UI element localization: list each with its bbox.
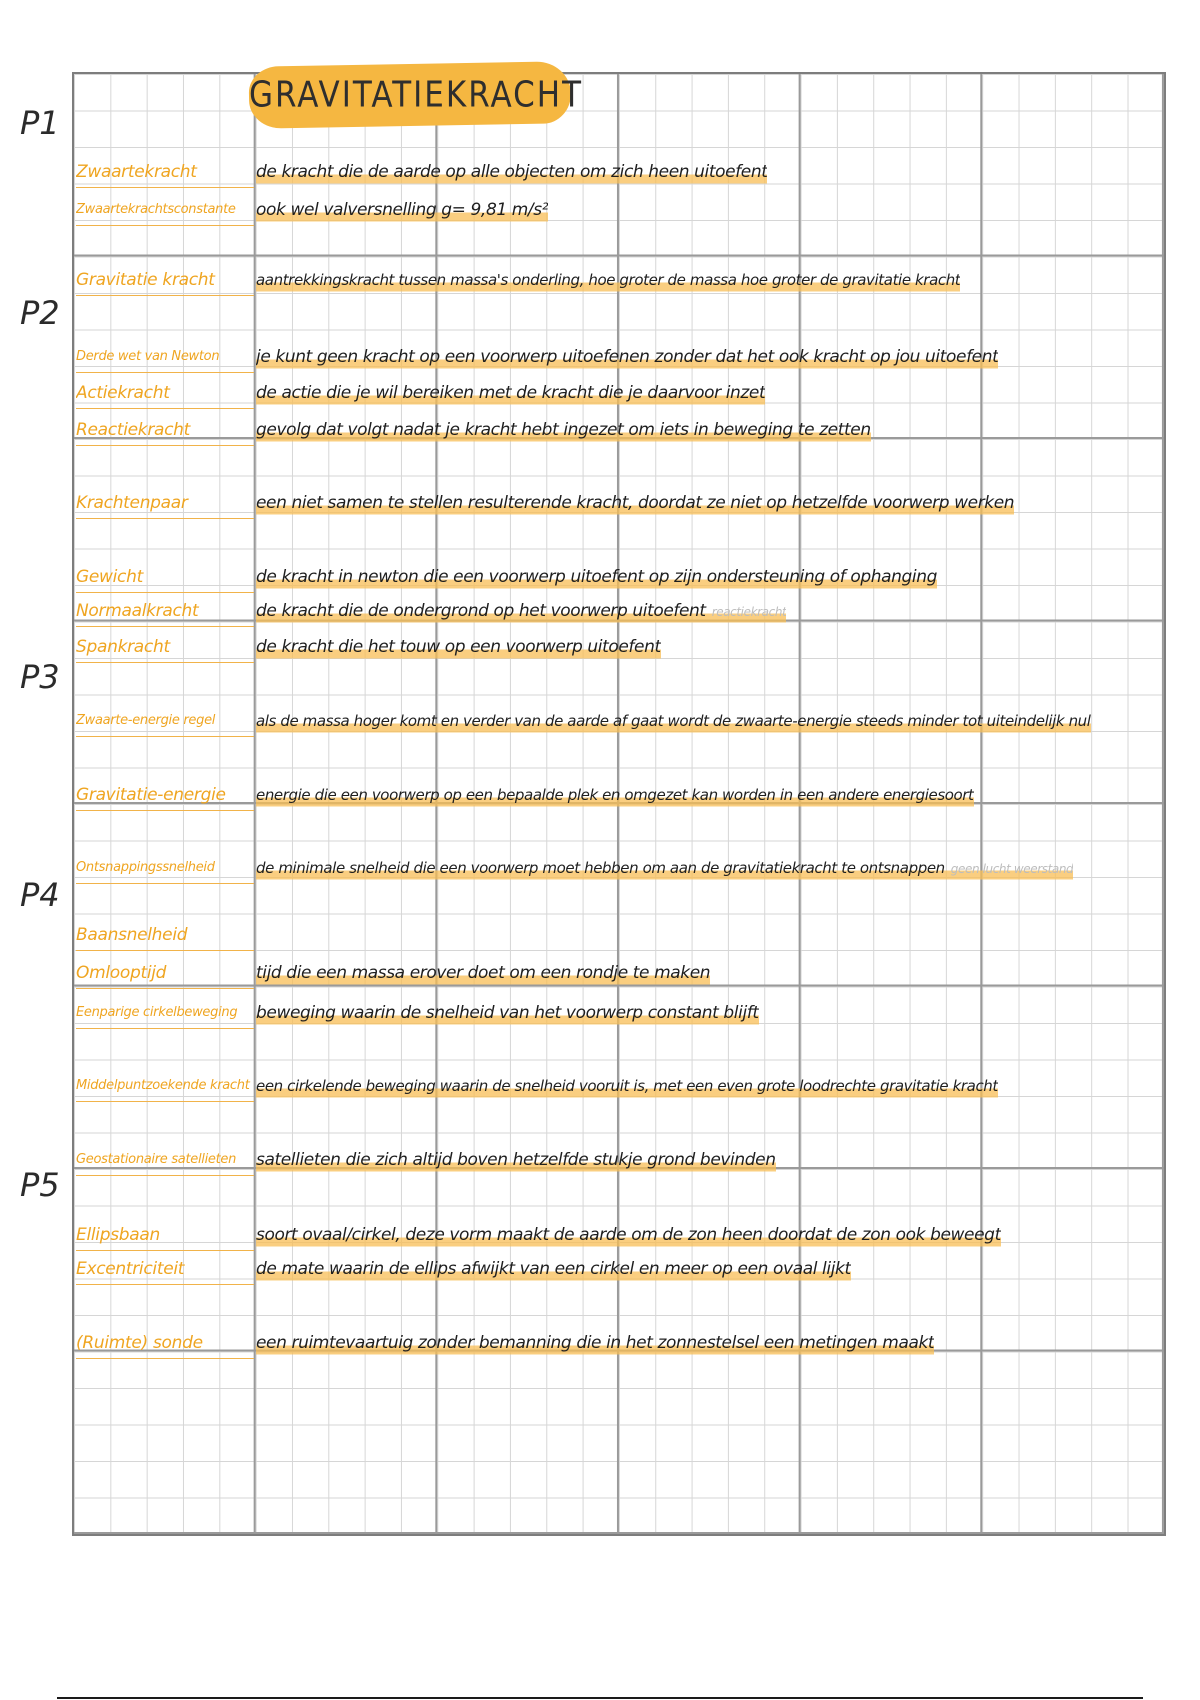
page-mark-p3: P3 [20,658,60,696]
term: Baansnelheid [76,920,254,951]
definition: satellieten die zich altijd boven hetzelfde stukje grond bevinden [256,1145,776,1175]
definition: de mate waarin de ellips afwijkt van een cirkel en meer op een ovaal lijkt [256,1254,851,1284]
term: Actiekracht [76,378,254,409]
entry-ruimte-sonde [76,1328,1162,1358]
term: Ontsnappingssnelheid [76,853,254,884]
definition: je kunt geen kracht op een voorwerp uitoefenen zonder dat het ook kracht op jou uitoefent [256,342,998,372]
title-text: GRAVITATIEKRACHT [249,74,584,116]
entry-reactiekracht [76,415,1162,445]
definition [256,853,1073,883]
term: Reactiekracht [76,415,254,446]
term: Zwaarte-energie regel [76,706,254,737]
term: Omlooptijd [76,958,254,989]
entry-geostationaire-satellieten [76,1145,1162,1175]
definition: een niet samen te stellen resulterende kracht, doordat ze niet op hetzelfde voorwerp werken [256,488,1014,518]
term: Gravitatie kracht [76,265,254,296]
definition: ook wel valversnelling g= 9,81 m/s² [256,195,548,225]
definition: tijd die een massa erover doet om een rondje te maken [256,958,710,988]
entry-ellipsbaan [76,1220,1162,1250]
definition: gevolg dat volgt nadat je kracht hebt ingezet om iets in beweging te zetten [256,415,871,445]
definition: beweging waarin de snelheid van het voorwerp constant blijft [256,998,759,1028]
entry-gewicht [76,562,1162,592]
page-mark-p1: P1 [20,104,60,142]
entry-gravitatie-energie [76,780,1162,810]
entry-actiekracht [76,378,1162,408]
entry-spankracht [76,632,1162,662]
definition: de kracht die de aarde op alle objecten om zich heen uitoefent [256,157,767,187]
term: Zwaartekrachtsconstante [76,195,254,226]
term: Derde wet van Newton [76,342,254,373]
entry-baansnelheid [76,920,1162,950]
entry-eenparige-cirkelbeweging [76,998,1162,1028]
term: Gewicht [76,562,254,593]
entry-zwaarte-energie-regel [76,706,1162,736]
definition: de kracht in newton die een voorwerp uitoefent op zijn ondersteuning of ophanging [256,562,937,592]
term: Normaalkracht [76,596,254,627]
term: Excentriciteit [76,1254,254,1285]
page-mark-p5: P5 [20,1166,60,1204]
definition [256,596,786,626]
side-note: geen lucht weerstand [950,862,1074,876]
term: Krachtenpaar [76,488,254,519]
entry-zwaartekracht [76,157,1162,187]
entry-excentriciteit [76,1254,1162,1284]
term: Geostationaire satellieten [76,1145,254,1176]
entry-gravitatie-kracht [76,265,1162,295]
definition: de actie die je wil bereiken met de kracht die je daarvoor inzet [256,378,765,408]
entry-zwaartekrachtsconstante [76,195,1162,225]
definition: aantrekkingskracht tussen massa's onderling, hoe groter de massa hoe groter de gravitatie kracht [256,265,960,295]
definition: een ruimtevaartuig zonder bemanning die in het zonnestelsel een metingen maakt [256,1328,934,1358]
side-note: reactiekracht [711,605,787,619]
entry-ontsnappingssnelheid [76,853,1162,883]
definition-text: de minimale snelheid die een voorwerp moet hebben om aan de gravitatiekracht te ontsnappen [256,859,945,877]
entry-derde-wet-van-newton [76,342,1162,372]
term: (Ruimte) sonde [76,1328,254,1359]
definition-text: de kracht die de ondergrond op het voorwerp uitoefent [256,601,706,621]
entry-middelpuntzoekende-kracht [76,1071,1162,1101]
term: Spankracht [76,632,254,663]
term: Gravitatie-energie [76,780,254,811]
definition: als de massa hoger komt en verder van de aarde af gaat wordt de zwaarte-energie steeds minder tot uiteindelijk nul [256,706,1091,736]
entry-normaalkracht [76,596,1162,626]
page-title [249,64,584,126]
term: Zwaartekracht [76,157,254,188]
definition: een cirkelende beweging waarin de snelheid vooruit is, met een even grote loodrechte gravitatie kracht [256,1071,998,1101]
definition: energie die een voorwerp op een bepaalde plek en omgezet kan worden in een andere energiesoort [256,780,974,810]
bottom-divider [57,1697,1143,1699]
term: Ellipsbaan [76,1220,254,1251]
entry-krachtenpaar [76,488,1162,518]
page-mark-p2: P2 [20,294,60,332]
definition: soort ovaal/cirkel, deze vorm maakt de aarde om de zon heen doordat de zon ook beweegt [256,1220,1001,1250]
definition: de kracht die het touw op een voorwerp uitoefent [256,632,661,662]
entry-omlooptijd [76,958,1162,988]
term: Middelpuntzoekende kracht [76,1071,254,1102]
page-mark-p4: P4 [20,876,60,914]
term: Eenparige cirkelbeweging [76,998,254,1029]
